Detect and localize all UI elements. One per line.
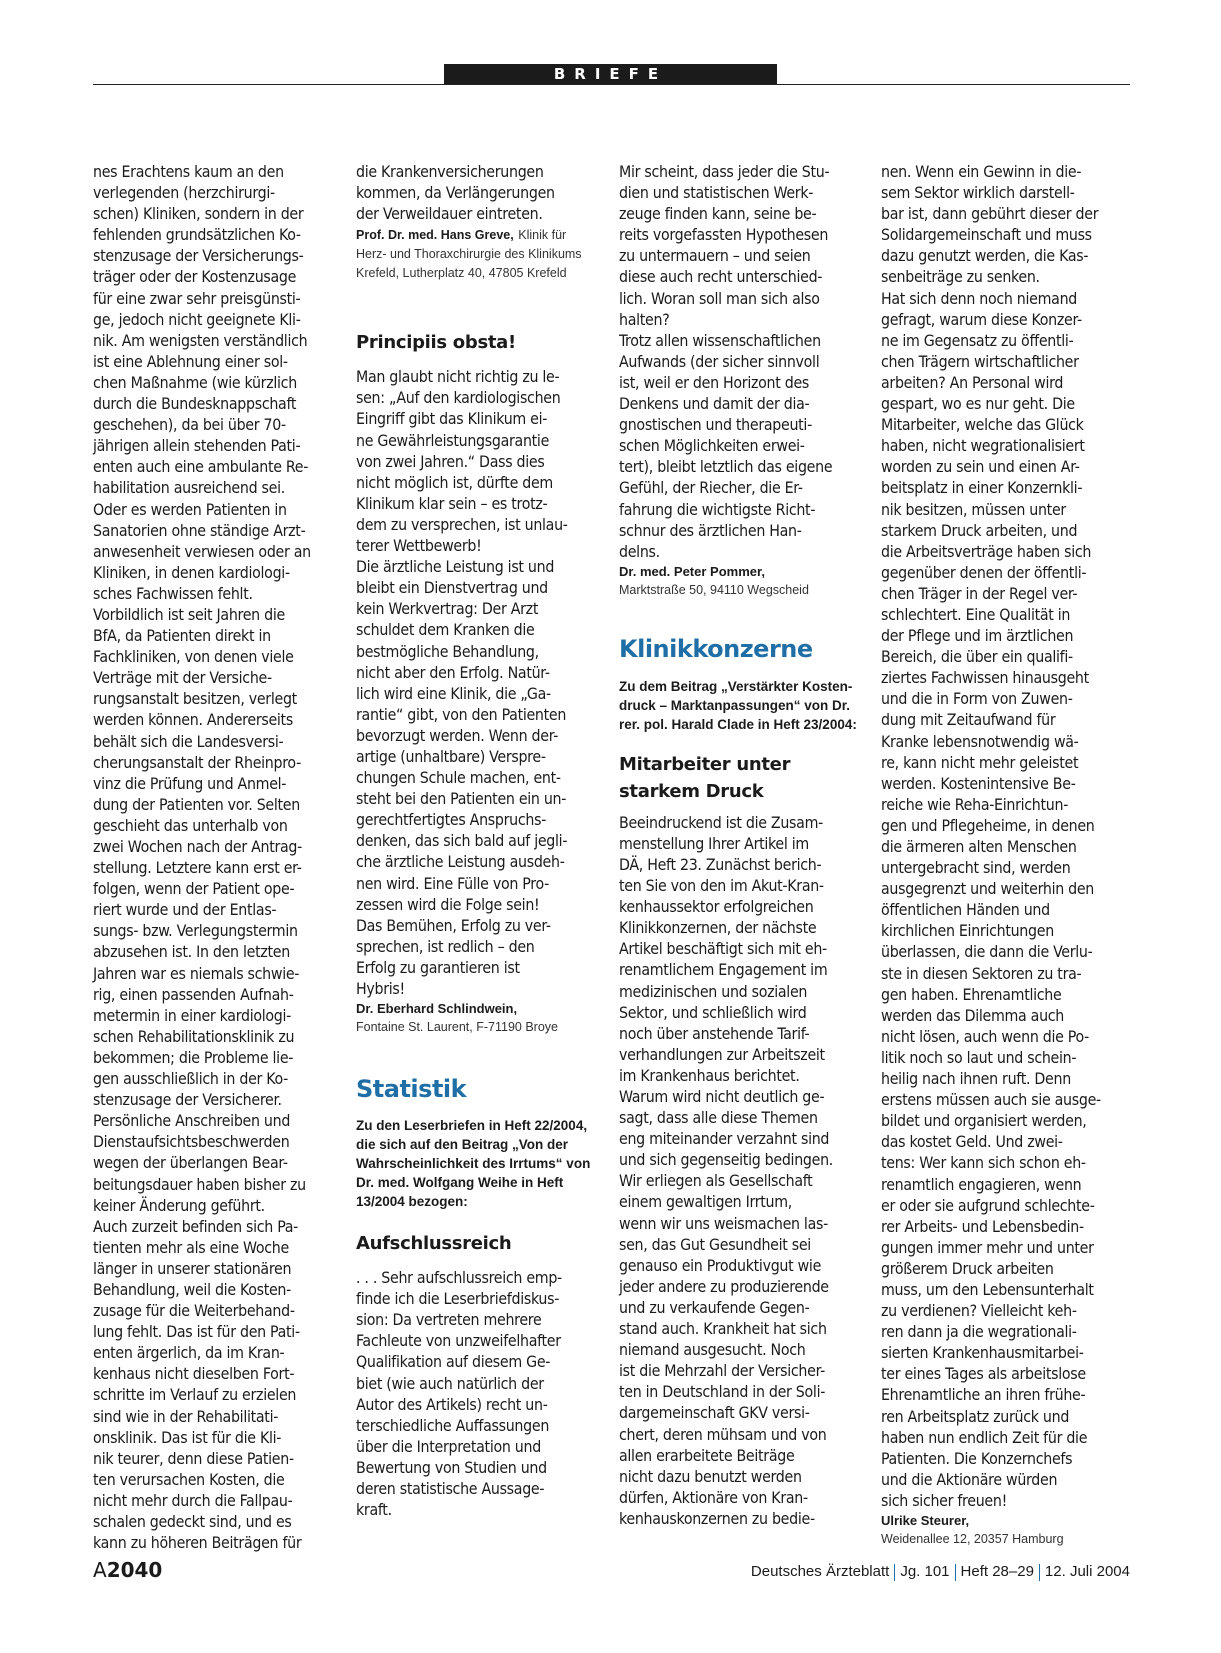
column-4 <box>881 161 1141 1549</box>
text-line: BfA, da Patienten direkt in <box>93 626 271 646</box>
author-address: Marktstraße 50, 94110 Wegscheid <box>619 582 809 597</box>
text-line: ausgegrenzt und weiterhin den <box>881 879 1095 899</box>
text-line: Klinikum klar sein – es trotz- <box>356 493 548 513</box>
text-line: Autor des Artikels) recht un- <box>356 1394 548 1414</box>
section-title-statistik: Statistik <box>356 1075 467 1104</box>
text-line: nik teurer, denn diese Patien- <box>93 1448 294 1468</box>
text-line: tens: Wer kann sich schon eh- <box>881 1153 1086 1173</box>
text-line: che ärztliche Leistung ausdeh- <box>356 852 565 872</box>
text-line: er oder sie aufgrund schlechte- <box>881 1195 1095 1215</box>
text-line: lich. Woran soll man sich also <box>619 288 820 308</box>
text-line: ren dann ja die wegrationali- <box>881 1322 1077 1342</box>
text-line: fahrung die wichtigste Richt- <box>619 499 816 519</box>
text-line: reits vorgefassten Hypothesen <box>619 225 829 245</box>
text-line: Erfolg zu garantieren ist <box>356 957 520 977</box>
text-line: nik besitzen, müssen unter <box>881 499 1066 519</box>
text-line: anwesenheit verwiesen oder an <box>93 541 311 561</box>
footer-separator <box>955 1564 956 1581</box>
text-line: heilig nach ihnen ruft. Denn <box>881 1069 1071 1089</box>
text-line: folgen, wenn der Patient ope- <box>93 879 295 899</box>
page-number-value: 2040 <box>106 1558 163 1582</box>
text-line: Warum wird nicht deutlich ge- <box>619 1087 825 1106</box>
text-line: ne Gewährleistungsgarantie <box>356 430 550 450</box>
text-line: tert), bleibt letztlich das eigene <box>619 457 833 477</box>
author-affil-line: Herz- und Thoraxchirurgie des Klinikums <box>356 247 582 262</box>
text-line: verlegenden (herzchirurgi- <box>93 183 275 203</box>
text-line: stand auch. Krankheit hat sich <box>619 1319 827 1339</box>
footer-separator <box>894 1564 895 1581</box>
text-line: bleibt ein Dienstvertrag und <box>356 578 548 598</box>
text-line: zwei Wochen nach der Antrag- <box>93 837 302 856</box>
column-1 <box>93 161 353 1553</box>
letter-author-pommer: Dr. med. Peter Pommer, <box>619 563 765 579</box>
text-line: dung mit Zeitaufwand für <box>881 710 1056 730</box>
journal-date: 12. Juli 2004 <box>1044 1563 1130 1580</box>
text-line: litik noch so laut und schein- <box>881 1047 1077 1067</box>
text-line: schritte im Verlauf zu erzielen <box>93 1385 297 1405</box>
letter-author-greve: Prof. Dr. med. Hans Greve, <box>356 228 514 243</box>
text-line: Patienten. Die Konzernchefs <box>881 1448 1073 1468</box>
text-line: zu untermauern – und seien <box>619 246 811 266</box>
text-line: nicht mehr durch die Fallpau- <box>93 1490 293 1510</box>
text-line: dargemeinschaft GKV versi- <box>619 1403 810 1423</box>
journal-issue: Heft 28–29 <box>960 1563 1034 1580</box>
intro-line: Dr. med. Wolfgang Weihe in Heft <box>356 1175 564 1191</box>
text-line: die ärmeren alten Menschen <box>881 837 1077 856</box>
text-line: denken, das sich bald auf jegli- <box>356 831 568 851</box>
text-line: senbeiträge zu senken. <box>881 267 1040 287</box>
text-line: chert, deren mühsam und von <box>619 1424 827 1444</box>
text-line: habilitation ausreichend sei. <box>93 478 285 498</box>
text-line: werden. Kostenintensive Be- <box>881 773 1076 793</box>
text-line: öffentlichen Händen und <box>881 900 1050 920</box>
section-intro-statistik <box>356 1116 616 1211</box>
text-line: jährigen allein stehenden Pati- <box>93 436 301 456</box>
text-line: verhandlungen zur Arbeitszeit <box>619 1044 825 1064</box>
letter-heading-aufschlussreich: Aufschlussreich <box>356 1233 512 1255</box>
letter-text-schlindwein <box>356 366 616 999</box>
text-line: beitungsdauer haben bisher zu <box>93 1174 306 1194</box>
text-line: gegenüber denen der öffentli- <box>881 562 1087 582</box>
text-line: stenzusage der Versicherer. <box>93 1090 282 1110</box>
text-line: Hat sich denn noch niemand <box>881 288 1078 308</box>
text-line: rer Arbeits- und Lebensbedin- <box>881 1216 1084 1236</box>
text-line: kommen, da Verlängerungen <box>356 183 555 203</box>
text-line: Persönliche Anschreiben und <box>93 1111 291 1131</box>
heading-line: starkem Druck <box>619 780 764 802</box>
text-line: sem Sektor wirklich darstell- <box>881 183 1075 203</box>
text-line: und die Aktionäre würden <box>881 1469 1058 1489</box>
letter-text-aufschlussreich <box>356 1267 616 1520</box>
text-line: renamtlich engagieren, wenn <box>881 1174 1082 1194</box>
intro-line: Zu den Leserbriefen in Heft 22/2004, <box>356 1118 588 1134</box>
text-line: und die in Form von Zuwen- <box>881 689 1073 709</box>
text-line: riert wurde und der Entlas- <box>93 900 277 920</box>
text-line: genauso ein Produktivgut wie <box>619 1255 822 1275</box>
text-line: ren Arbeitsplatz zurück und <box>881 1406 1070 1426</box>
text-line: gerechtfertigtes Anspruchs- <box>356 810 547 830</box>
text-line: Mir scheint, dass jeder die Stu- <box>619 162 830 181</box>
text-line: kein Werkvertrag: Der Arzt <box>356 599 539 619</box>
text-line: Vorbildlich ist seit Jahren die <box>93 604 285 624</box>
text-line: Dienstaufsichtsbeschwerden <box>93 1132 290 1152</box>
text-line: untergebracht sind, werden <box>881 858 1071 878</box>
text-line: ziertes Fachwissen hinausgeht <box>881 668 1089 688</box>
text-line: kraft. <box>356 1500 392 1520</box>
text-line: gen haben. Ehrenamtliche <box>881 984 1062 1004</box>
text-line: menstellung Ihrer Artikel im <box>619 833 809 853</box>
text-line: wegen der überlangen Bear- <box>93 1153 288 1173</box>
text-line: rantie“ gibt, von den Patienten <box>356 704 567 724</box>
heading-line: Mitarbeiter unter <box>619 753 791 775</box>
text-line: ist die Mehrzahl der Versicher- <box>619 1361 825 1381</box>
text-line: die Krankenversicherungen <box>356 162 544 181</box>
text-line: bestmögliche Behandlung, <box>356 641 539 661</box>
text-line: dazu genutzt werden, die Kas- <box>881 246 1089 266</box>
text-line: enten ärgerlich, da im Kran- <box>93 1343 285 1363</box>
text-line: chen Träger in der Regel ver- <box>881 583 1078 603</box>
column-3 <box>619 161 879 1529</box>
text-line: chen Maßnahme (wie kürzlich <box>93 372 297 392</box>
text-line: nicht möglich ist, dürfte dem <box>356 472 553 492</box>
text-line: Kranke lebensnotwendig wä- <box>881 731 1079 751</box>
text-line: terschiedliche Auffassungen <box>356 1415 550 1435</box>
text-line: bar ist, dann gebührt dieser der <box>881 204 1099 224</box>
text-line: Sektor, und schließlich wird <box>619 1002 807 1022</box>
text-line: diese auch recht unterschied- <box>619 267 823 287</box>
text-line: onsklinik. Das ist für die Kli- <box>93 1427 282 1447</box>
text-line: Fachleute von unzweifelhafter <box>356 1331 561 1351</box>
text-line: für eine zwar sehr preisgünsti- <box>93 288 301 308</box>
text-line: zu verdienen? Vielleicht keh- <box>881 1301 1077 1321</box>
author-address: Fontaine St. Laurent, F-71190 Broye <box>356 1020 558 1035</box>
text-line: chungen Schule machen, ent- <box>356 768 561 788</box>
page-prefix: A <box>93 1558 107 1582</box>
text-line: Behandlung, weil die Kosten- <box>93 1279 291 1299</box>
text-line: gefragt, warum diese Konzer- <box>881 309 1082 329</box>
text-line: starkem Druck arbeiten, und <box>881 520 1078 540</box>
text-line: nicht dazu benutzt werden <box>619 1466 802 1486</box>
letter-text-steurer-cont <box>881 161 1141 1511</box>
text-line: ist, weil er den Horizont des <box>619 372 810 392</box>
text-line: werden können. Andererseits <box>93 710 293 730</box>
text-line: finde ich die Leserbriefdiskus- <box>356 1289 560 1309</box>
text-line: jeder andere zu produzierende <box>619 1276 829 1296</box>
text-line: halten? <box>619 309 670 329</box>
text-line: nicht aber den Erfolg. Natür- <box>356 662 550 682</box>
text-line: geschieht das unterhalb von <box>93 815 288 835</box>
text-line: Mitarbeiter, welche das Glück <box>881 415 1084 435</box>
text-line: eng miteinander verzahnt sind <box>619 1129 830 1149</box>
text-line: dem zu versprechen, ist unlau- <box>356 514 568 534</box>
text-line: ist eine Ablehnung einer sol- <box>93 351 288 371</box>
text-line: ge, jedoch nicht geeignete Kli- <box>93 309 301 329</box>
text-line: schnur des ärztlichen Han- <box>619 520 802 540</box>
text-line: chen Trägern wirtschaftlicher <box>881 351 1079 371</box>
text-line: keiner Änderung geführt. <box>93 1195 265 1215</box>
text-line: werden das Dilemma auch <box>881 1005 1065 1025</box>
text-line: geschehen), da bei über 70- <box>93 415 286 435</box>
text-line: sind wie in der Rehabilitati- <box>93 1406 279 1426</box>
text-line: kenhaussektor erfolgreichen <box>619 897 814 917</box>
text-line: lung fehlt. Das ist für den Pati- <box>93 1322 300 1342</box>
text-line: die Arbeitsverträge haben sich <box>881 541 1092 561</box>
text-line: der Verweildauer eintreten. <box>356 204 543 224</box>
text-line: Denkens und damit der dia- <box>619 394 810 414</box>
text-line: gen und Pflegeheime, in denen <box>881 815 1095 835</box>
text-line: Jahren war es niemals schwie- <box>93 963 300 983</box>
text-line: zeuge finden kann, seine be- <box>619 204 817 224</box>
text-line: Auch zurzeit befinden sich Pa- <box>93 1216 299 1236</box>
text-line: nicht lösen, auch wenn die Po- <box>881 1026 1089 1046</box>
text-line: Fachkliniken, von denen viele <box>93 647 294 667</box>
text-line: gespart, wo es nur geht. Die <box>881 394 1075 414</box>
text-line: schlechtert. Eine Qualität in <box>881 604 1071 624</box>
text-line: sches Fachwissen fehlt. <box>93 583 253 603</box>
text-line: von zwei Jahren.“ Dass dies <box>356 451 545 471</box>
text-line: metermin in einer kardiologi- <box>93 1005 291 1025</box>
text-line: Wir erliegen als Gesellschaft <box>619 1171 813 1191</box>
text-line: sion: Da vertreten mehrere <box>356 1310 542 1330</box>
page-number <box>93 1558 162 1582</box>
text-line: rungsanstalt besitzen, verlegt <box>93 689 297 709</box>
text-line: Man glaubt nicht richtig zu le- <box>356 367 560 387</box>
text-line: re, kann nicht mehr geleistet <box>881 752 1079 772</box>
text-line: medizinischen und sozialen <box>619 981 808 1001</box>
text-line: sungs- bzw. Verlegungstermin <box>93 921 298 941</box>
letter-text-greve-end <box>356 161 616 224</box>
text-line: über die Interpretation und <box>356 1436 541 1456</box>
text-line: und sich gegenseitig bedingen. <box>619 1150 834 1170</box>
text-line: nen. Wenn ein Gewinn in die- <box>881 162 1082 181</box>
text-line: enten auch eine ambulante Re- <box>93 457 309 477</box>
text-line: stellung. Letztere kann erst er- <box>93 858 302 878</box>
letter-author-schlindwein: Dr. Eberhard Schlindwein, <box>356 1001 518 1017</box>
text-line: Artikel beschäftigt sich mit eh- <box>619 939 827 959</box>
text-line: nen wird. Eine Fülle von Pro- <box>356 873 549 893</box>
text-line: noch über anstehende Tarif- <box>619 1023 810 1043</box>
text-line: Kliniken, in denen kardiologi- <box>93 562 290 582</box>
letter-text-aufschlussreich-cont <box>619 161 879 562</box>
text-line: nik. Am wenigsten verständlich <box>93 330 308 350</box>
text-line: haben nun endlich Zeit für die <box>881 1427 1088 1447</box>
text-line: schen Rehabilitationsklinik zu <box>93 1026 295 1046</box>
text-line: sierten Krankenhausmitarbei- <box>881 1343 1084 1363</box>
text-line: länger in unserer stationären <box>93 1258 292 1278</box>
text-line: allen erarbeitete Beiträge <box>619 1445 795 1465</box>
text-line: steht bei den Patienten ein un- <box>356 789 567 809</box>
text-line: durch die Bundesknappschaft <box>93 394 297 414</box>
text-line: Oder es werden Patienten in <box>93 499 287 519</box>
text-line: nes Erachtens kaum an den <box>93 162 284 181</box>
text-line: rig, einen passenden Aufnah- <box>93 984 294 1004</box>
text-line: Ehrenamtliche an ihren frühe- <box>881 1385 1086 1405</box>
text-line: behält sich die Landesversi- <box>93 731 284 751</box>
text-line: . . . Sehr aufschlussreich emp- <box>356 1268 562 1288</box>
text-line: delns. <box>619 541 660 561</box>
text-line: ten Sie von den im Akut-Kran- <box>619 876 824 896</box>
intro-line: rer. pol. Harald Clade in Heft 23/2004: <box>619 716 857 732</box>
text-line: DÄ, Heft 23. Zunächst berich- <box>619 854 822 874</box>
text-line: im Krankenhaus berichtet. <box>619 1065 800 1085</box>
text-line: Gefühl, der Riecher, die Er- <box>619 478 803 498</box>
text-line: wenn wir uns weismachen las- <box>619 1213 828 1233</box>
text-line: tienten mehr als eine Woche <box>93 1237 289 1257</box>
text-line: und zu verkaufende Gegen- <box>619 1297 810 1317</box>
intro-line: die sich auf den Beitrag „Von der <box>356 1137 569 1153</box>
text-line: kann zu höheren Beiträgen für <box>93 1533 302 1553</box>
text-line: einem gewaltigen Irrtum, <box>619 1192 792 1212</box>
text-line: bekommen; die Probleme lie- <box>93 1047 294 1067</box>
text-line: träger oder der Kostenzusage <box>93 267 297 287</box>
text-line: Trotz allen wissenschaftlichen <box>619 330 821 350</box>
header-rule <box>93 84 1130 85</box>
footer-separator <box>1039 1564 1040 1581</box>
text-line: cherungsanstalt der Rheinpro- <box>93 752 301 772</box>
text-line: überlassen, die dann die Verlu- <box>881 942 1093 962</box>
text-line: renamtlichem Engagement im <box>619 960 828 980</box>
text-line: biet (wie auch natürlich der <box>356 1373 544 1393</box>
column-2 <box>356 161 616 1520</box>
text-line: Klinikkonzernen, der nächste <box>619 918 817 938</box>
section-intro-klinikkonzerne <box>619 677 879 734</box>
text-line: kirchlichen Einrichtungen <box>881 921 1054 941</box>
text-line: bevorzugt werden. Wenn der- <box>356 725 559 745</box>
text-line: größerem Druck arbeiten <box>881 1258 1054 1278</box>
text-line: ten verursachen Kosten, die <box>93 1469 285 1489</box>
text-line: ten in Deutschland in der Soli- <box>619 1382 826 1402</box>
letter-text-steurer <box>619 812 879 1529</box>
intro-line: druck – Marktanpassungen“ von Dr. <box>619 697 851 713</box>
text-line: artige (unhaltbare) Verspre- <box>356 746 546 766</box>
text-line: Das Bemühen, Erfolg zu ver- <box>356 915 551 935</box>
text-line: fehlenden grundsätzlichen Ko- <box>93 225 301 245</box>
text-line: dung der Patienten vor. Selten <box>93 794 300 814</box>
text-line: deren statistische Aussage- <box>356 1479 545 1499</box>
journal-name: Deutsches Ärzteblatt <box>750 1563 890 1580</box>
text-line: dürfen, Aktionäre von Kran- <box>619 1487 808 1507</box>
text-line: Verträge mit der Versiche- <box>93 668 272 688</box>
text-line: stenzusage der Versicherungs- <box>93 246 304 266</box>
text-line: ne im Gegensatz zu öffentli- <box>881 330 1074 350</box>
letter-heading-principiis: Principiis obsta! <box>356 332 516 354</box>
text-line: terer Wettbewerb! <box>356 536 482 556</box>
text-line: Solidargemeinschaft und muss <box>881 225 1092 245</box>
intro-line: Wahrscheinlichkeit des Irrtums“ von <box>356 1156 591 1172</box>
letter-author-steurer: Ulrike Steurer, <box>881 1513 970 1528</box>
text-line: Aufwands (der sicher sinnvoll <box>619 351 820 371</box>
text-line: abzusehen ist. In den letzten <box>93 942 290 962</box>
text-line: kenhaus nicht dieselben Fort- <box>93 1364 295 1384</box>
text-line: sprechen, ist redlich – den <box>356 936 535 956</box>
text-line: lich wird eine Klinik, die „Ga- <box>356 683 551 703</box>
text-line: Hybris! <box>356 979 405 998</box>
text-line: Die ärztliche Leistung ist und <box>356 557 555 577</box>
text-line: beitsplatz in einer Konzernkli- <box>881 478 1083 498</box>
author-affil-line: Krefeld, Lutherplatz 40, 47805 Krefeld <box>356 266 567 281</box>
text-line: erstens müssen auch sie ausge- <box>881 1090 1101 1110</box>
text-line: Eingriff gibt das Klinikum ei- <box>356 409 548 429</box>
text-line: zessen wird die Folge sein! <box>356 894 540 914</box>
section-title-klinikkonzerne: Klinikkonzerne <box>619 634 813 663</box>
section-header-label: BRIEFE <box>444 64 777 85</box>
text-line: Qualifikation auf diesem Ge- <box>356 1352 551 1372</box>
text-line: gungen immer mehr und unter <box>881 1237 1094 1257</box>
text-line: muss, um den Lebensunterhalt <box>881 1279 1094 1299</box>
text-line: schen Möglichkeiten erwei- <box>619 436 805 456</box>
text-line: vinz die Prüfung und Anmel- <box>93 773 287 793</box>
journal-footer <box>751 1563 1130 1581</box>
text-line: der Pflege und im ärztlichen <box>881 626 1074 646</box>
journal-volume: Jg. 101 <box>900 1563 950 1580</box>
text-line: das kostet Geld. Und zwei- <box>881 1132 1063 1152</box>
text-line: sagt, dass alle diese Themen <box>619 1108 818 1128</box>
text-line: schen) Kliniken, sondern in der <box>93 204 304 224</box>
text-line: haben, nicht wegrationalisiert <box>881 436 1085 456</box>
text-line: schalen gedeckt sind, und es <box>93 1512 292 1531</box>
letter-heading-mitarbeiter <box>619 751 879 805</box>
text-line: arbeiten? An Personal wird <box>881 372 1064 392</box>
author-affil-line: Klinik für <box>518 228 567 243</box>
text-line: kenhauskonzernen zu bedie- <box>619 1508 815 1528</box>
text-line: schuldet dem Kranken die <box>356 620 535 640</box>
text-line: worden zu sein und einen Ar- <box>881 457 1080 477</box>
text-line: gen ausschließlich in der Ko- <box>93 1069 289 1089</box>
intro-line: Zu dem Beitrag „Verstärkter Kosten- <box>619 678 853 694</box>
intro-line: 13/2004 bezogen: <box>356 1194 468 1210</box>
text-line: Beeindruckend ist die Zusam- <box>619 812 823 832</box>
author-address: Weidenallee 12, 20357 Hamburg <box>881 1532 1064 1546</box>
text-line: ste in diesen Sektoren zu tra- <box>881 963 1082 983</box>
text-line: reiche wie Reha-Einrichtun- <box>881 794 1069 814</box>
text-line: dien und statistischen Werk- <box>619 183 814 203</box>
text-line: sen: „Auf den kardiologischen <box>356 388 561 408</box>
text-line: Bereich, die über ein qualifi- <box>881 647 1073 667</box>
text-line: sen, das Gut Gesundheit sei <box>619 1234 811 1254</box>
text-line: niemand ausgesucht. Noch <box>619 1340 806 1360</box>
text-line: ter eines Tages als arbeitslose <box>881 1364 1086 1384</box>
text-line: Bewertung von Studien und <box>356 1457 547 1477</box>
text-line: sich sicher freuen! <box>881 1490 1007 1510</box>
text-line: gnostischen und therapeuti- <box>619 415 812 435</box>
text-line: zusage für die Weiterbehand- <box>93 1301 295 1321</box>
text-line: Sanatorien ohne ständige Arzt- <box>93 520 306 540</box>
text-line: bildet und organisiert werden, <box>881 1111 1087 1131</box>
